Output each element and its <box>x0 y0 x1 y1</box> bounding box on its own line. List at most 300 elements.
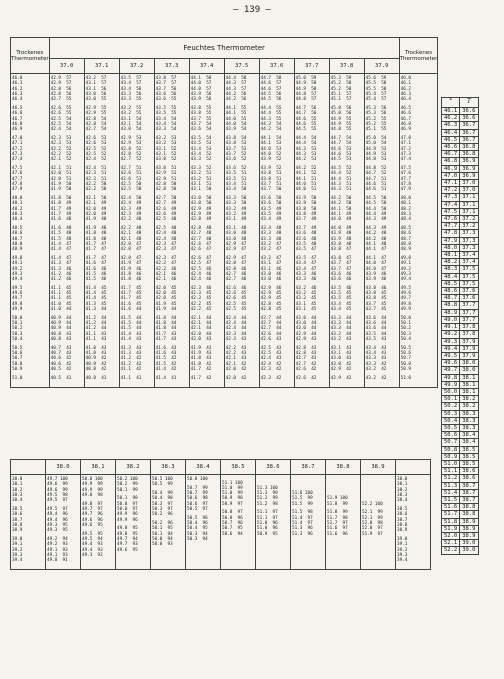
value-group: 42.0 42 <box>225 375 247 381</box>
side-row <box>442 424 479 431</box>
side-value: 49.4 <box>442 345 460 352</box>
side-row <box>442 129 479 136</box>
side-value: 51.2 <box>442 475 460 482</box>
conversion-side-table <box>441 97 479 555</box>
column-header: 38.9 <box>361 460 396 475</box>
side-value: 50.9 <box>442 453 460 460</box>
side-value: 50.3 <box>442 410 460 417</box>
side-value: 38.4 <box>460 439 478 446</box>
side-value: 38.1 <box>460 388 478 395</box>
side-value: 37.7 <box>460 302 478 309</box>
side-value: 51.6 <box>442 504 460 511</box>
value-group: 43.3 52 43.2 51 43.2 51 43.1 51 43.1 50 <box>190 165 212 193</box>
value-group: 44.4 55 44.4 55 44.3 55 44.3 54 44.2 54 <box>260 105 282 133</box>
column-header: 37.0 <box>49 59 84 74</box>
side-row <box>442 460 479 467</box>
side-value: 51.3 <box>442 482 460 489</box>
value-group: 40.7 43 40.7 43 40.6 42 40.6 42 40.5 42 <box>50 345 72 373</box>
side-row <box>442 244 479 251</box>
side-value: 50.7 <box>442 439 460 446</box>
side-value: 46.4 <box>442 129 460 136</box>
side-row <box>442 115 479 122</box>
value-group: 42.7 50 42.7 49 42.6 49 42.6 49 42.5 48 <box>155 195 177 223</box>
side-value: 37.1 <box>460 208 478 215</box>
value-group: 42.3 42 <box>260 375 282 381</box>
side-value: 37.7 <box>460 309 478 316</box>
data-column <box>294 74 329 388</box>
side-value: 37.4 <box>460 259 478 266</box>
value-group: 51.6 100 51.5 99 51.5 99 <box>292 491 313 507</box>
value-group: 46.5 46.6 46.7 46.8 46.9 <box>400 105 412 133</box>
column-header: 38.5 <box>221 460 256 475</box>
value-group: 42.6 55 42.6 55 42.5 54 42.5 54 42.4 54 <box>50 105 72 133</box>
psychrometric-table-lower <box>10 459 431 570</box>
side-row <box>442 338 479 345</box>
side-value: 38.5 <box>460 453 478 460</box>
value-group: 45.0 56 45.0 56 44.9 55 44.9 55 44.8 55 <box>330 105 352 133</box>
side-value: 37.3 <box>460 237 478 244</box>
value-group: 43.3 44 43.3 44 43.3 44 43.2 44 43.2 43 <box>330 315 352 343</box>
value-group: 44.5 52 44.4 52 44.4 51 44.3 51 44.3 51 <box>330 165 352 193</box>
value-group: 45.3 59 45.2 58 45.2 58 45.1 57 45.1 57 <box>330 76 352 103</box>
value-group: 46.0 46.1 46.2 46.3 46.4 <box>400 76 412 103</box>
value-group: 44.0 49 43.9 48 43.9 48 43.8 48 43.8 47 <box>330 225 352 253</box>
value-group: 43.8 46 43.8 45 43.8 45 43.7 45 43.7 45 <box>365 285 387 313</box>
side-row <box>442 360 479 367</box>
side-value: 47.2 <box>442 187 460 194</box>
side-row <box>442 547 479 554</box>
value-group: 42.6 42 <box>295 375 317 381</box>
side-row <box>442 259 479 266</box>
side-value: 47.6 <box>442 216 460 223</box>
value-group: 42.1 50 42.1 49 42.0 49 42.0 49 41.9 48 <box>85 195 107 223</box>
value-group: 50.8 100 <box>187 477 208 482</box>
value-group: 44.1 58 44.0 57 44.0 57 43.9 56 43.9 56 <box>190 76 212 103</box>
side-row <box>442 316 479 323</box>
value-group: 50.1 98 50.0 97 50.0 97 49.9 96 49.9 96 <box>117 496 138 523</box>
side-value: 47.5 <box>442 208 460 215</box>
value-group: 44.3 49 44.2 48 44.2 48 44.1 48 44.1 47 <box>365 225 387 253</box>
value-group: 43.3 50 43.3 50 43.2 49 43.2 49 43.1 49 <box>225 195 247 223</box>
side-row <box>442 266 479 273</box>
side-value: 48.6 <box>442 288 460 295</box>
side-value: 38.9 <box>460 532 478 539</box>
side-value: 47.1 <box>442 180 460 187</box>
side-value: 47.9 <box>442 237 460 244</box>
column-header: 37.4 <box>189 59 224 74</box>
value-group: 38.0 38.1 38.2 38.3 38.4 <box>397 477 408 504</box>
value-group: 44.2 50 44.2 50 44.1 50 44.1 49 44.0 49 <box>330 195 352 223</box>
value-group: 42.9 53 42.9 53 42.8 52 42.8 52 42.7 52 <box>120 135 142 163</box>
side-value: 46.8 <box>442 158 460 165</box>
side-value: 48.3 <box>442 266 460 273</box>
side-value: 52.2 <box>442 547 460 554</box>
side-row <box>442 489 479 496</box>
side-row <box>442 216 479 223</box>
side-value: 37.8 <box>460 331 478 338</box>
value-group: 41.0 43 41.0 43 40.9 42 40.9 42 40.8 42 <box>85 345 107 373</box>
value-group: 41.4 45 41.4 45 41.4 45 41.3 45 41.3 44 <box>85 285 107 313</box>
side-value: 37.5 <box>460 273 478 280</box>
side-value: 38.1 <box>460 374 478 381</box>
side-value: 37.0 <box>460 180 478 187</box>
side-value: 38.0 <box>460 367 478 374</box>
side-row <box>442 288 479 295</box>
side-value: 38.5 <box>460 460 478 467</box>
side-value: 37.2 <box>460 216 478 223</box>
value-group: 42.9 46 42.9 45 42.9 45 42.8 45 42.8 45 <box>260 285 282 313</box>
side-row <box>442 381 479 388</box>
data-column <box>151 475 186 570</box>
value-group: 43.2 46 43.2 45 43.2 45 43.1 45 43.1 45 <box>295 285 317 313</box>
side-value: 50.4 <box>442 417 460 424</box>
value-group: 42.4 44 42.4 44 42.4 44 42.3 44 42.3 43 <box>225 315 247 343</box>
side-value: 38.3 <box>460 417 478 424</box>
side-value: 36.6 <box>460 115 478 122</box>
side-row <box>442 302 479 309</box>
side-value: 48.0 <box>442 244 460 251</box>
value-group: 42.7 44 42.7 44 42.7 44 42.6 44 42.6 43 <box>260 315 282 343</box>
value-group: 42.3 47 42.2 47 42.2 46 42.1 46 42.1 46 <box>155 255 177 283</box>
data-column <box>329 74 364 388</box>
value-group: 42.3 53 42.3 53 42.2 52 42.2 52 42.1 52 <box>50 135 72 163</box>
side-value: 49.9 <box>442 381 460 388</box>
side-value: 37.8 <box>460 324 478 331</box>
value-group: 41.9 48 41.8 48 41.8 48 41.7 47 41.7 47 <box>85 225 107 253</box>
value-group: 48.5 48.6 48.7 48.8 48.9 <box>12 225 23 253</box>
side-row <box>442 295 479 302</box>
side-value: 38.7 <box>460 489 478 496</box>
value-group: 43.4 48 43.3 48 43.3 48 43.2 47 43.2 47 <box>260 225 282 253</box>
column-header: 37.5 <box>224 59 259 74</box>
value-group: 41.7 42 <box>190 375 212 381</box>
value-group: 52.1 99 52.1 99 52.0 98 52.0 97 51.9 97 <box>362 510 383 537</box>
side-value: 39.0 <box>460 547 478 554</box>
side-row <box>442 468 479 475</box>
value-group: 40.5 41 <box>50 375 72 381</box>
side-row <box>442 324 479 331</box>
value-group: 46.0 46.1 46.2 46.3 46.4 <box>12 76 23 103</box>
value-group: 44.2 52 44.1 52 44.1 51 44.0 51 44.0 51 <box>295 165 317 193</box>
side-value: 49.3 <box>442 338 460 345</box>
dry-values-left <box>11 475 46 570</box>
side-value: 37.5 <box>460 280 478 287</box>
value-group: 44.1 55 44.1 55 44.0 55 44.0 54 43.9 54 <box>225 105 247 133</box>
value-group: 47.0 47.1 47.2 47.3 47.4 <box>12 135 23 163</box>
wet-thermometer-title: Feuchtes Thermometer <box>49 38 399 59</box>
column-header: 38.2 <box>116 460 151 475</box>
data-column <box>116 475 151 570</box>
value-group: 41.3 43 41.3 43 41.2 42 41.2 42 41.1 42 <box>120 345 142 373</box>
side-value: 47.8 <box>442 230 460 237</box>
value-group: 46.5 46.6 46.7 46.8 46.9 <box>12 105 23 133</box>
value-group: 42.7 51 42.6 51 42.6 51 42.5 50 42.5 50 <box>120 165 142 193</box>
value-group: 42.9 47 42.8 47 42.8 46 42.7 46 42.7 46 <box>225 255 247 283</box>
side-value: 39.0 <box>460 540 478 547</box>
value-group: 41.2 44 41.2 44 41.2 44 41.1 43 41.1 43 <box>85 315 107 343</box>
value-group: 43.4 43 43.4 43 43.3 43 43.3 42 43.2 42 <box>365 345 387 373</box>
value-group: 44.4 54 44.4 54 44.3 53 44.3 53 44.2 53 <box>295 135 317 163</box>
side-value: 36.6 <box>460 108 478 115</box>
value-group: 51.5 98 51.4 97 51.4 97 51.3 96 51.3 96 <box>292 510 313 537</box>
side-row <box>442 309 479 316</box>
side-row <box>442 158 479 165</box>
side-row <box>442 475 479 482</box>
side-value: 37.5 <box>460 266 478 273</box>
value-group: 43.7 49 43.6 48 43.6 48 43.5 48 43.5 47 <box>295 225 317 253</box>
data-column <box>361 475 396 570</box>
side-value: 51.0 <box>442 460 460 467</box>
psychrometric-table-upper <box>10 37 438 388</box>
value-group: 43.8 47 43.7 47 43.7 47 43.6 46 43.6 46 <box>330 255 352 283</box>
side-value: 51.5 <box>442 496 460 503</box>
value-group: 43.2 42 <box>365 375 387 381</box>
side-row <box>442 518 479 525</box>
value-group: 50.0 50.1 50.2 50.3 50.4 <box>400 315 412 343</box>
side-value: 52.1 <box>442 540 460 547</box>
value-group: 51.9 100 51.8 99 <box>327 496 348 507</box>
dry-values-left <box>11 74 50 388</box>
side-value: 38.8 <box>460 504 478 511</box>
data-column <box>326 475 361 570</box>
side-row <box>442 194 479 201</box>
value-group: 43.0 50 43.0 50 42.9 49 42.9 49 42.8 49 <box>190 195 212 223</box>
side-value: 37.9 <box>460 338 478 345</box>
value-group: 50.4 99 50.4 98 50.3 97 50.3 97 50.2 96 <box>152 491 173 518</box>
side-row <box>442 388 479 395</box>
side-value: 46.6 <box>442 144 460 151</box>
value-group: 43.1 48 43.0 48 43.0 48 42.9 47 42.9 47 <box>225 225 247 253</box>
value-group: 40.9 44 40.9 44 40.9 44 40.8 43 40.8 43 <box>50 315 72 343</box>
side-value: 50.1 <box>442 396 460 403</box>
column-header: 37.9 <box>364 59 399 74</box>
value-group: 42.6 53 42.6 53 42.5 52 42.5 52 42.4 52 <box>85 135 107 163</box>
side-row <box>442 367 479 374</box>
side-row <box>442 417 479 424</box>
dry-values-right <box>399 74 438 388</box>
value-group: 43.9 52 43.8 51 43.8 51 43.7 51 43.7 50 <box>260 165 282 193</box>
side-value: 50.0 <box>442 388 460 395</box>
side-value: 38.9 <box>460 525 478 532</box>
value-group: 43.5 47 43.4 47 43.4 47 43.3 46 43.3 46 <box>295 255 317 283</box>
side-value: 49.7 <box>442 367 460 374</box>
column-header: 37.8 <box>329 59 364 74</box>
value-group: 44.7 58 44.6 57 44.6 57 44.5 56 44.5 56 <box>260 76 282 103</box>
value-group: 51.1 97 51.1 97 51.0 96 51.0 96 50.9 95 <box>257 510 278 537</box>
value-group: 43.5 55 43.5 55 43.4 54 43.4 54 43.3 54 <box>155 105 177 133</box>
side-value: 47.3 <box>442 194 460 201</box>
side-value: 50.2 <box>442 403 460 410</box>
value-group: 43.6 44 43.6 44 43.6 44 43.5 44 43.5 43 <box>365 315 387 343</box>
side-header-right: T <box>460 98 478 108</box>
side-value: 37.2 <box>460 223 478 230</box>
side-row <box>442 482 479 489</box>
side-value: 37.4 <box>460 252 478 259</box>
data-column <box>224 74 259 388</box>
data-column <box>364 74 399 388</box>
side-value: 37.3 <box>460 230 478 237</box>
side-value: 37.6 <box>460 295 478 302</box>
side-value: 38.3 <box>460 424 478 431</box>
side-row <box>442 201 479 208</box>
side-value: 37.1 <box>460 201 478 208</box>
value-group: 50.0 100 49.9 99 49.9 99 49.8 98 <box>82 477 103 498</box>
value-group: 42.9 57 42.9 57 42.8 56 42.8 56 42.7 55 <box>50 76 72 103</box>
value-group: 48.0 48.1 48.2 48.3 48.4 <box>12 195 23 223</box>
value-group: 41.7 47 41.6 47 41.6 46 41.5 46 41.5 46 <box>85 255 107 283</box>
value-group: 41.8 44 41.8 44 41.8 44 41.7 43 41.7 43 <box>155 315 177 343</box>
value-group: 45.6 59 45.5 58 45.5 58 45.4 57 45.4 57 <box>365 76 387 103</box>
value-group: 49.8 95 49.8 95 49.7 94 49.7 93 49.6 95 <box>117 526 138 553</box>
side-row <box>442 396 479 403</box>
value-group: 42.4 50 42.4 49 42.3 49 42.3 49 42.2 48 <box>120 195 142 223</box>
value-group: 43.6 50 43.6 50 43.5 49 43.5 49 43.4 49 <box>260 195 282 223</box>
value-group: 45.0 54 45.0 54 44.9 53 44.9 53 44.8 53 <box>365 135 387 163</box>
value-group: 41.6 48 41.5 48 41.5 48 41.4 47 41.4 47 <box>50 225 72 253</box>
value-group: 43.2 53 43.2 53 43.1 52 43.1 52 43.0 52 <box>155 135 177 163</box>
value-group: 42.1 44 42.1 44 42.1 44 42.0 44 42.0 43 <box>190 315 212 343</box>
side-value: 51.9 <box>442 525 460 532</box>
value-group: 39.0 39.1 39.2 39.3 39.4 <box>12 536 23 564</box>
side-value: 37.1 <box>460 194 478 201</box>
value-group: 38.0 38.1 38.2 38.3 38.4 <box>12 477 23 504</box>
side-value: 36.8 <box>460 144 478 151</box>
side-row <box>442 187 479 194</box>
value-group: 45.0 59 44.9 58 44.9 58 44.8 57 44.8 57 <box>295 76 317 103</box>
side-value: 47.0 <box>442 172 460 179</box>
value-group: 50.0 50.1 50.2 50.3 50.4 <box>12 315 23 343</box>
value-group: 38.5 38.6 38.7 38.8 38.9 <box>397 506 408 534</box>
value-group: 44.5 50 44.5 50 44.4 50 44.4 49 44.3 49 <box>365 195 387 223</box>
value-group: 42.6 46 42.6 45 42.6 45 42.5 45 42.5 45 <box>225 285 247 313</box>
value-group: 43.2 55 43.2 55 43.1 54 43.1 54 43.0 54 <box>120 105 142 133</box>
side-row <box>442 136 479 143</box>
side-row <box>442 403 479 410</box>
side-row <box>442 540 479 547</box>
dry-values-right <box>396 475 431 570</box>
value-group: 51.8 99 51.7 98 51.7 97 51.6 97 51.6 96 <box>327 510 348 537</box>
value-group: 41.9 43 41.9 43 41.8 43 41.8 42 41.7 42 <box>190 345 212 373</box>
column-header: 38.0 <box>46 460 81 475</box>
side-value: 37.9 <box>460 345 478 352</box>
value-group: 49.0 49.1 49.2 49.3 49.4 <box>12 255 23 283</box>
value-group: 45.3 56 45.3 56 45.2 55 45.2 55 45.1 55 <box>365 105 387 133</box>
side-value: 37.6 <box>460 288 478 295</box>
side-row <box>442 511 479 518</box>
column-header: 38.1 <box>81 460 116 475</box>
side-value: 38.3 <box>460 410 478 417</box>
side-value: 38.6 <box>460 468 478 475</box>
value-group: 43.5 54 43.5 53 43.4 53 43.4 52 43.3 52 <box>190 135 212 163</box>
value-group: 41.8 50 41.8 49 41.7 49 41.7 49 41.6 48 <box>50 195 72 223</box>
side-value: 46.9 <box>442 165 460 172</box>
value-group: 47.0 47.1 47.2 47.3 47.4 <box>400 135 412 163</box>
value-group: 48.5 48.6 48.7 48.8 48.9 <box>400 225 412 253</box>
value-group: 51.1 100 51.0 99 51.0 99 50.9 98 50.9 97 <box>222 480 243 507</box>
value-group: 43.8 54 43.8 53 43.7 53 43.7 52 43.6 52 <box>225 135 247 163</box>
data-column <box>154 74 189 388</box>
side-row <box>442 280 479 287</box>
value-group: 50.5 96 50.4 96 50.4 95 50.3 94 50.3 94 <box>187 515 208 542</box>
side-row <box>442 532 479 539</box>
page-number: — 139 — <box>233 5 271 15</box>
value-group: 43.8 57 43.7 57 43.7 56 43.6 56 43.6 55 <box>155 76 177 103</box>
side-value: 51.8 <box>442 518 460 525</box>
value-group: 42.4 51 42.3 51 42.3 51 42.2 50 42.2 50 <box>85 165 107 193</box>
side-value: 48.1 <box>442 252 460 259</box>
side-row <box>442 151 479 158</box>
value-group: 42.9 42 <box>330 375 352 381</box>
side-value: 36.7 <box>460 129 478 136</box>
side-value: 48.4 <box>442 273 460 280</box>
side-row <box>442 446 479 453</box>
value-group: 40.8 41 <box>85 375 107 381</box>
side-value: 51.7 <box>442 511 460 518</box>
side-value: 36.9 <box>460 165 478 172</box>
data-column <box>46 475 81 570</box>
side-row <box>442 273 479 280</box>
side-row <box>442 208 479 215</box>
value-group: 49.5 97 49.4 96 49.4 96 49.3 95 49.3 95 <box>47 506 68 534</box>
side-value: 48.7 <box>442 295 460 302</box>
side-row <box>442 439 479 446</box>
side-value: 37.3 <box>460 244 478 251</box>
value-group: 44.1 47 44.0 47 44.0 47 43.9 46 43.9 46 <box>365 255 387 283</box>
value-group: 42.8 48 42.7 48 42.7 48 42.6 47 42.6 47 <box>190 225 212 253</box>
side-row <box>442 525 479 532</box>
side-value: 37.0 <box>460 187 478 194</box>
side-value: 36.9 <box>460 172 478 179</box>
side-value: 49.1 <box>442 324 460 331</box>
value-group: 41.6 43 41.6 43 41.5 42 41.5 42 41.4 42 <box>155 345 177 373</box>
value-group: 50.2 100 50.2 99 50.1 99 <box>117 477 138 493</box>
value-group: 38.5 38.6 38.7 38.8 38.9 <box>12 506 23 534</box>
column-header: 38.6 <box>256 460 291 475</box>
side-value: 49.0 <box>442 316 460 323</box>
side-row <box>442 237 479 244</box>
side-value: 36.9 <box>460 158 478 165</box>
value-group: 39.0 39.1 39.2 39.3 39.4 <box>397 536 408 564</box>
value-group: 42.0 45 42.0 45 42.0 45 41.9 45 41.9 44 <box>155 285 177 313</box>
value-group: 41.4 47 41.3 47 41.3 46 41.2 46 41.2 46 <box>50 255 72 283</box>
side-value: 38.6 <box>460 475 478 482</box>
side-value: 49.8 <box>442 374 460 381</box>
side-value: 46.7 <box>442 151 460 158</box>
dry-thermometer-header-left: Trockenes Thermometer <box>11 38 50 74</box>
data-column <box>259 74 294 388</box>
side-row <box>442 223 479 230</box>
column-header: 37.3 <box>154 59 189 74</box>
side-row <box>442 410 479 417</box>
side-row <box>442 331 479 338</box>
side-value: 38.8 <box>460 511 478 518</box>
side-row <box>442 144 479 151</box>
value-group: 42.2 43 42.2 43 42.1 43 42.1 42 42.0 42 <box>225 345 247 373</box>
side-value: 38.2 <box>460 396 478 403</box>
side-value: 48.9 <box>442 309 460 316</box>
side-value: 51.4 <box>442 489 460 496</box>
side-value: 46.1 <box>442 108 460 115</box>
value-group: 50.2 96 50.1 95 50.1 94 50.0 94 50.0 93 <box>152 521 173 548</box>
side-row <box>442 230 479 237</box>
side-row <box>442 122 479 129</box>
value-group: 50.8 97 50.8 96 50.7 96 50.7 95 50.6 94 <box>222 510 243 537</box>
side-value: 52.0 <box>442 532 460 539</box>
value-group: 50.5 100 50.5 99 <box>152 477 173 488</box>
value-group: 49.5 49.6 49.7 49.8 49.9 <box>12 285 23 313</box>
value-group: 43.5 57 43.4 57 43.4 56 43.3 56 43.3 55 <box>120 76 142 103</box>
value-group: 51.3 100 51.3 99 51.2 99 51.2 98 <box>257 485 278 507</box>
